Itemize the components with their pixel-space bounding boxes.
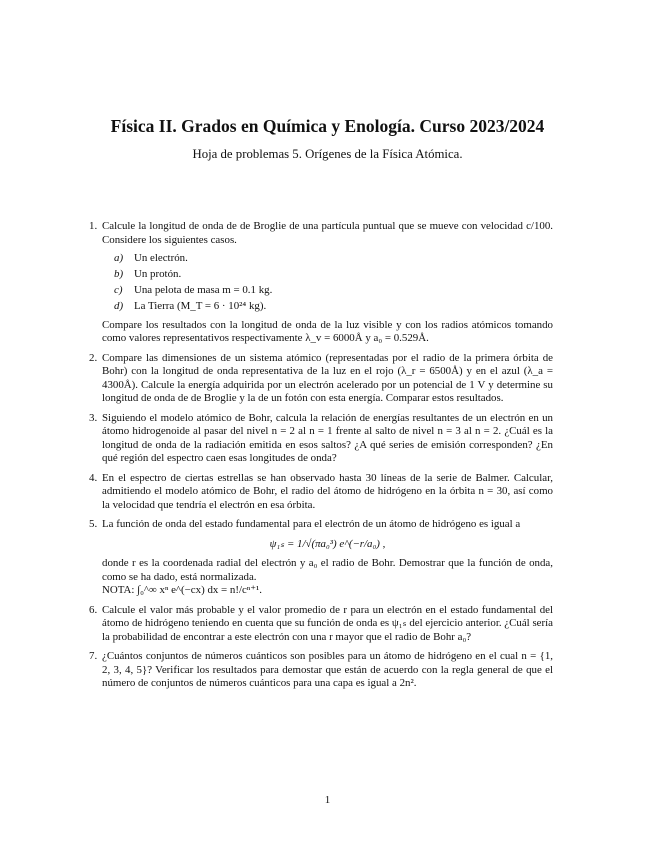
wavefunction-equation: ψ₁ₛ = 1/√(πa₀³) e^(−r/a₀) , xyxy=(269,537,386,550)
subitem-text: La Tierra (M_T = 6 · 10²⁴ kg). xyxy=(134,300,267,313)
problem-text: En el espectro de ciertas estrellas se han observado hasta 30 líneas de la serie de Balmer. Calcular, admitiendo el modelo atómico de Bohr, el radio del átomo de hidrógeno en la órbita n = 30, así como la velocidad que tendría el electrón en esa órbita. xyxy=(102,471,553,511)
problem-followup: donde r es la coordenada radial del electrón y a₀ el radio de Bohr. Demostrar que la función de onda, como se ha dado, está normalizada. xyxy=(102,557,553,583)
subitem-list xyxy=(114,252,553,314)
subitem-label: a) xyxy=(114,252,124,264)
problem-followup: Compare los resultados con la longitud de onda de la luz visible y con los radios atómicos tomando como valores representativos respectivamente λ_v = 6000Å y a₀ = 0.529Å. xyxy=(102,318,553,345)
subitem-d xyxy=(114,300,553,314)
subitem-text: Un electrón. xyxy=(134,252,188,264)
problem-text: Siguiendo el modelo atómico de Bohr, calcula la relación de energías resultantes de un electrón en un átomo hidrogenoide al pasar del nivel n = 2 al n = 1 frente al salto de nivel n = 3 al n = 2. ¿Cuál es la longitud de onda de la radiación emitida en esos saltos? ¿A qué series de emisión corresponden? ¿En qué región del espectro caen esas longitudes de onda? xyxy=(102,411,553,465)
page-number: 1 xyxy=(324,794,331,806)
problem-4 xyxy=(91,472,553,513)
integral-note: NOTA: ∫₀^∞ xⁿ e^(−cx) dx = n!/cⁿ⁺¹. xyxy=(102,584,263,597)
document-title: Física II. Grados en Química y Enología. Curso 2023/2024 xyxy=(110,116,545,136)
subitem-b xyxy=(114,268,553,282)
problem-text: Compare las dimensiones de un sistema atómico (representadas por el radio de la primera órbita de Bohr) con la longitud de onda representativa de la luz en el rojo (λ_r = 6500Å) y en el azul (λ_a = 4300Å). Calcule la energía adquirida por un electrón acelerado por un potencial de 1 V y determine su longitud de onda de de Broglie y la de un fotón con esta energía. Comparar estos resultados. xyxy=(102,351,553,405)
problem-list xyxy=(91,220,553,697)
subitem-label: d) xyxy=(114,300,124,313)
problem-text: La función de onda del estado fundamental para el electrón de un átomo de hidrógeno es igual a xyxy=(102,518,521,531)
problem-3 xyxy=(91,412,553,466)
subitem-text: Un protón. xyxy=(134,268,182,281)
document-subtitle: Hoja de problemas 5. Orígenes de la Física Atómica. xyxy=(192,147,463,161)
problem-text: Calcule el valor más probable y el valor promedio de r para un electrón en el estado fundamental del átomo de hidrógeno teniendo en cuenta que su función de onda es ψ₁ₛ del ejercicio anterior. ¿Cuál sería la probabilidad de encontrar a este electrón con una r mayor que el radio de Bohr a₀? xyxy=(102,603,553,643)
problem-number: 7. xyxy=(89,650,98,663)
problem-2 xyxy=(91,352,553,406)
problem-7 xyxy=(91,650,553,691)
subitem-a xyxy=(114,252,553,266)
problem-number: 5. xyxy=(89,518,98,531)
subitem-c xyxy=(114,284,553,298)
problem-6 xyxy=(91,604,553,645)
problem-1 xyxy=(91,220,553,346)
problem-number: 4. xyxy=(89,471,98,484)
subitem-text: Una pelota de masa m = 0.1 kg. xyxy=(134,284,273,297)
problem-number: 6. xyxy=(89,603,98,616)
problem-number: 3. xyxy=(89,411,98,424)
problem-text: ¿Cuántos conjuntos de números cuánticos son posibles para un átomo de hidrógeno en el cual n = {1, 2, 3, 4, 5}? Verificar los resultados para demostar que están de acuerdo con la regla general de que el número de conjuntos de números cuánticos para una capa es igual a 2n². xyxy=(102,650,553,690)
problem-text: Calcule la longitud de onda de de Broglie de una partícula puntual que se mueve con velocidad c/100. Considere los siguientes casos. xyxy=(102,220,553,246)
problem-number: 1. xyxy=(89,220,98,232)
problem-5 xyxy=(91,518,553,598)
subitem-label: b) xyxy=(114,268,124,281)
problem-number: 2. xyxy=(89,351,98,364)
subitem-label: c) xyxy=(114,284,123,297)
